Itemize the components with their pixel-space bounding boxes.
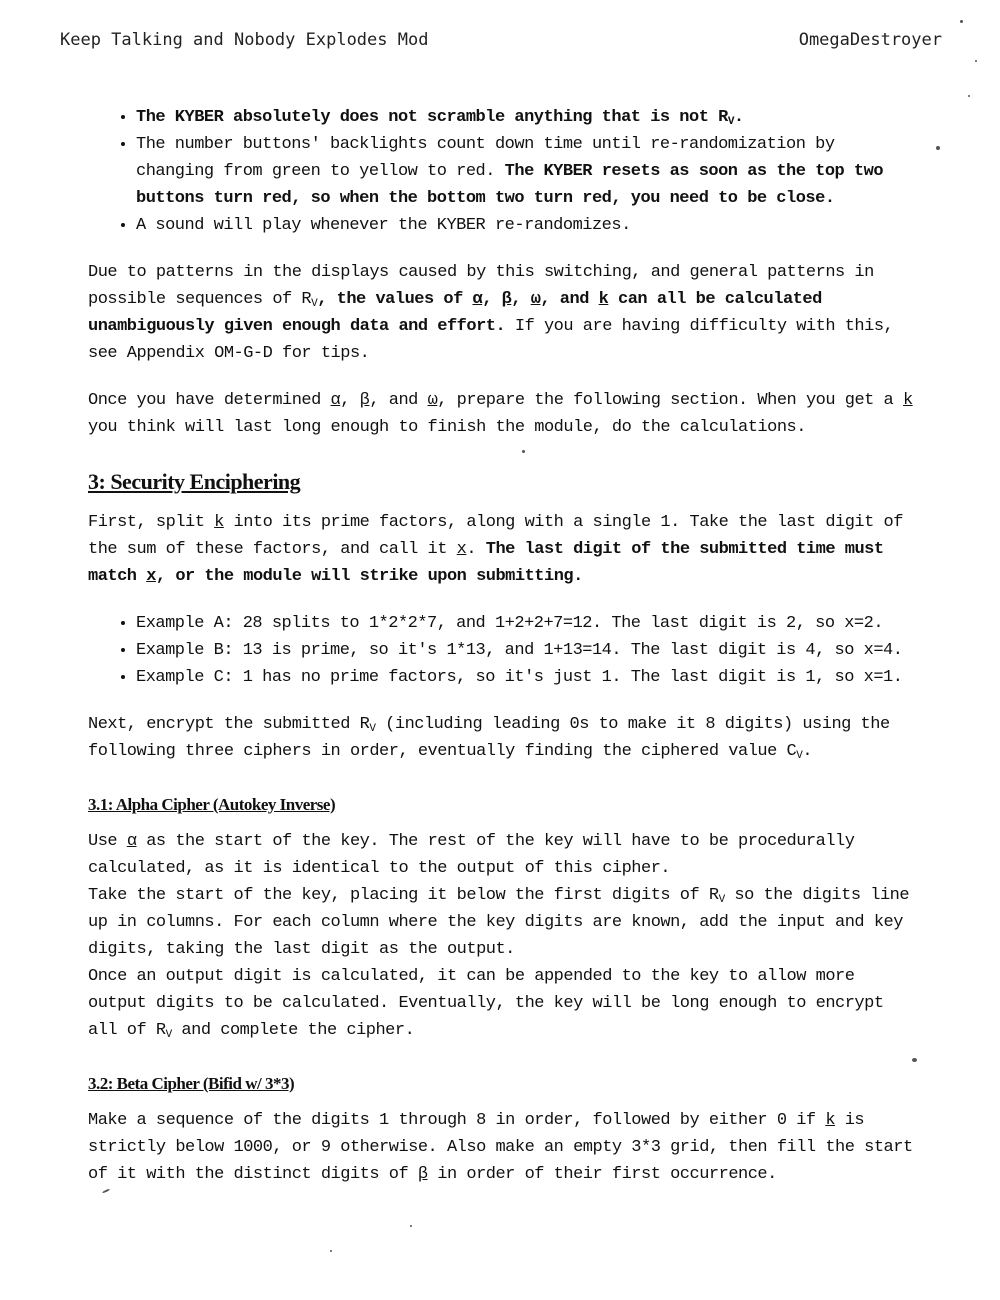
noise-speck	[936, 146, 940, 150]
noise-speck	[975, 60, 977, 62]
kyber-notes-list	[88, 104, 918, 239]
list-item	[136, 131, 918, 212]
text: is strictly below 1000, or 9 otherwise. Also make an empty 3*3 grid, then fill the start of it with the distinct digits of	[88, 1111, 913, 1184]
note-text: The KYBER absolutely does not scramble anything that is not R	[136, 108, 728, 127]
text: If you are having difficulty with this, see Appendix OM-G-D for tips.	[88, 317, 894, 363]
text: Once an output digit is calculated, it can be appended to the key to allow more output digits to be calculated. Eventually, the key will be long enough to encrypt all of R	[88, 967, 884, 1040]
subscript: V	[165, 1029, 172, 1041]
k-symbol: k	[214, 513, 224, 532]
note-text: The number buttons' backlights count down time until re-randomization by changing from green to yellow to red.	[136, 135, 835, 181]
text: you think will last long enough to finish the module, do the calculations.	[88, 418, 806, 437]
list-item: • Example A: 28 splits to 1*2*2*7, and 1+2+2+7=12. The last digit is 2, so x=2.	[136, 610, 918, 637]
text: .	[466, 540, 477, 559]
x-symbol: x	[456, 540, 467, 559]
list-item: • Example C: 1 has no prime factors, so it's just 1. The last digit is 1, so x=1.	[136, 664, 918, 691]
subscript: V	[796, 750, 803, 762]
note-text: .	[733, 108, 744, 127]
text: .	[802, 742, 813, 761]
paragraph-prepare	[88, 387, 918, 441]
text: so the digits line up in columns. For each column where the key digits are known, add the input and key digits, taking the last digit as the output.	[88, 886, 910, 959]
text: ,	[482, 290, 502, 309]
section-heading-alpha-cipher: 3.1: Alpha Cipher (Autokey Inverse)	[88, 795, 336, 814]
k-symbol: k	[598, 290, 609, 309]
text: can all be calculated unambiguously given enough data and effort.	[88, 290, 822, 336]
noise-speck	[410, 1225, 412, 1227]
text: , prepare the following section. When you get a	[437, 391, 903, 410]
text: Use	[88, 832, 127, 851]
manual-page-content	[88, 104, 918, 1188]
text: Make a sequence of the digits 1 through 8 in order, followed by either 0 if	[88, 1111, 826, 1130]
beta-symbol: β	[359, 391, 370, 410]
noise-speck	[330, 1250, 332, 1252]
text: The last digit of the submitted time must match	[88, 540, 884, 586]
paragraph-patterns	[88, 259, 918, 367]
list-item	[136, 104, 918, 131]
paragraph-prime-factors	[88, 509, 918, 590]
paragraph-beta-cipher	[88, 1107, 918, 1188]
noise-speck	[102, 1188, 110, 1193]
text: Due to patterns in the displays caused by this switching, and general patterns in possible sequences of R	[88, 263, 874, 309]
paragraph-encrypt	[88, 711, 918, 765]
examples-list	[88, 610, 918, 691]
noise-speck	[522, 450, 525, 453]
alpha-symbol: α	[472, 290, 483, 309]
header-title: Keep Talking and Nobody Explodes Mod	[60, 30, 429, 50]
paragraph-alpha-cipher	[88, 828, 918, 1044]
text: , or the module will strike upon submitting.	[155, 567, 583, 586]
k-symbol: k	[902, 391, 913, 410]
text: in order of their first occurrence.	[427, 1165, 777, 1184]
text: (including leading 0s to make it 8 digits) using the following three ciphers in order, eventually finding the ciphered value C	[88, 715, 890, 761]
beta-symbol: β	[417, 1165, 428, 1184]
beta-symbol: β	[501, 290, 512, 309]
text: , and	[540, 290, 599, 309]
noise-speck	[960, 20, 963, 23]
text: ,	[511, 290, 531, 309]
list-item: • Example B: 13 is prime, so it's 1*13, and 1+13=14. The last digit is 4, so x=4.	[136, 637, 918, 664]
omega-symbol: ω	[530, 290, 541, 309]
text: into its prime factors, along with a single 1. Take the last digit of the sum of these factors, and call it	[88, 513, 903, 559]
text: First, split	[88, 513, 215, 532]
section-heading-beta-cipher: 3.2: Beta Cipher (Bifid w/ 3*3)	[88, 1074, 295, 1093]
list-item	[136, 212, 918, 239]
text: Next, encrypt the submitted R	[88, 715, 370, 734]
text: and complete the cipher.	[171, 1021, 415, 1040]
subscript: V	[311, 298, 318, 310]
omega-symbol: ω	[427, 391, 438, 410]
note-bold-text: The KYBER resets as soon as the top two buttons turn red, so when the bottom two turn red, you need to be close.	[136, 162, 884, 208]
text: Once you have determined	[88, 391, 331, 410]
subscript: V	[718, 894, 725, 906]
subscript: V	[369, 723, 376, 735]
text: ,	[340, 391, 360, 410]
text: , and	[369, 391, 428, 410]
alpha-symbol: α	[330, 391, 341, 410]
noise-speck	[912, 1058, 917, 1062]
k-symbol: k	[825, 1111, 836, 1130]
text: , the values of	[317, 290, 473, 309]
note-text: A sound will play whenever the KYBER re-randomizes.	[136, 216, 631, 235]
text: as the start of the key. The rest of the key will have to be procedurally calculated, as it is identical to the output of this cipher.	[88, 832, 855, 878]
noise-speck	[968, 95, 970, 97]
x-symbol: x	[146, 567, 156, 586]
alpha-symbol: α	[126, 832, 137, 851]
text: Take the start of the key, placing it below the first digits of R	[88, 886, 719, 905]
section-heading-security-enciphering: 3: Security Enciphering	[88, 469, 301, 494]
header-author: OmegaDestroyer	[798, 30, 942, 50]
subscript: V	[727, 116, 734, 128]
